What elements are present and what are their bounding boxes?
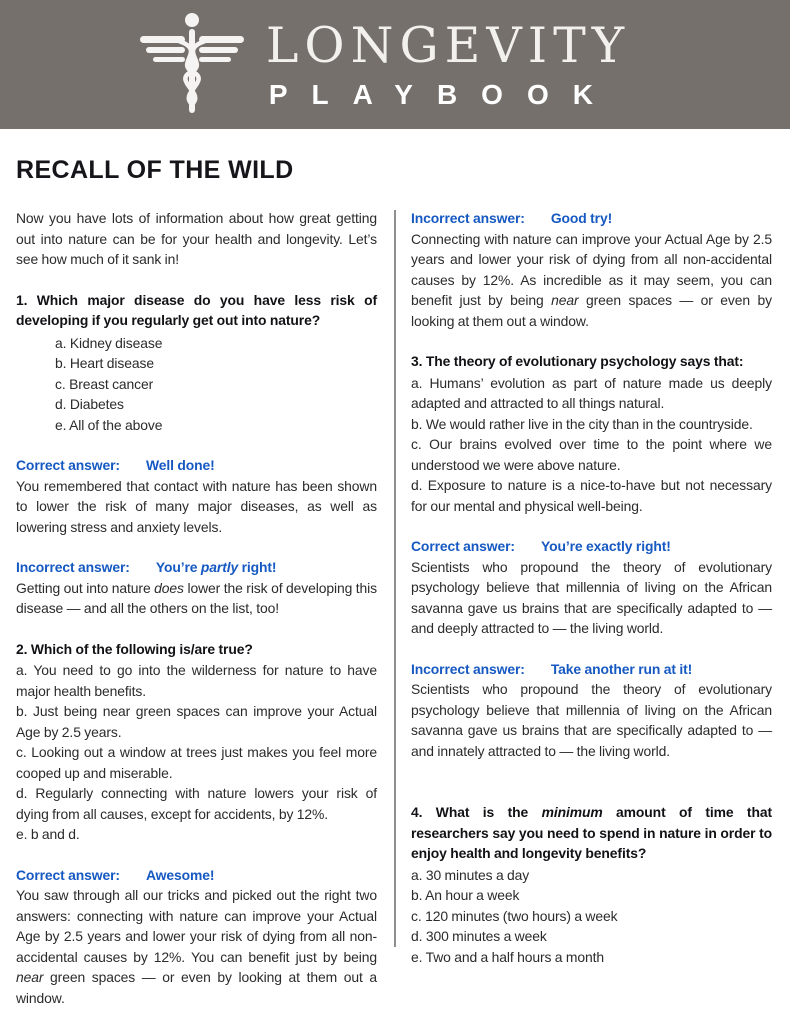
question-1-option-b: b. Heart disease [55,355,154,371]
correct-answer-headline: Awesome! [145,866,215,883]
right-column [411,208,772,1008]
question-1-option-d: d. Diabetes [55,396,124,412]
question-2-option-a: a. You need to go into the wilderness for nature to have major health benefits. [16,662,377,699]
q3-correct-answer-block [411,536,772,639]
question-4-option-e: e. Two and a half hours a month [411,948,604,965]
content-columns [0,208,790,1008]
q2-correct-answer-block [16,865,377,1009]
left-column [16,208,377,1008]
column-divider [394,210,396,947]
q1-incorrect-answer-block [16,557,377,619]
brand-name-longevity: LONGEVITY [265,16,631,74]
body-italic-word: near [551,292,579,308]
question-3-text: 3. The theory of evolutionary psychology says that: [411,353,744,369]
incorrect-answer-headline [156,559,277,575]
question-4-option-b: b. An hour a week [411,887,520,903]
incorrect-answer-headline: Good try! [550,210,613,226]
q2-correct-answer-heading [16,865,377,886]
intro-section [16,208,377,270]
question-4-option-d: d. 300 minutes a week [411,928,547,944]
brand-banner-inner [136,9,630,121]
brand-banner [0,0,790,129]
question-1-option-a: a. Kidney disease [55,334,163,351]
question-1-option-c: c. Breast cancer [55,375,154,392]
question-2-option-e: e. b and d. [16,826,80,842]
brand-wordmark [265,16,631,110]
intro-paragraph: Now you have lots of information about how great getting out into nature can be for your health and longevity. Let’s see how much of it sank in! [16,210,377,267]
q1-incorrect-answer-body [16,578,377,619]
q1-incorrect-answer-heading [16,557,377,578]
headline-italic-word: partly [200,559,239,575]
incorrect-answer-label: Incorrect answer: [411,210,525,226]
q2-incorrect-answer-heading [411,208,772,229]
incorrect-answer-headline: Take another run at it! [550,660,693,677]
question-1-option-e: e. All of the above [55,416,163,433]
question-text: amount of time that researchers say you need to spend in nature in order to enjoy health and longevity benefits? [411,804,772,861]
headline-text: You’re [155,559,201,575]
correct-answer-headline: You’re exactly right! [540,538,671,554]
question-4-text [411,802,772,864]
q2-incorrect-answer-block [411,208,772,331]
question-3-section [411,351,772,516]
correct-answer-headline: Well done! [145,457,215,473]
question-3-option-b: b. We would rather live in the city than in the countryside. [411,415,753,432]
q3-incorrect-answer-body: Scientists who propound the theory of evolutionary psychology believe that millennia of living on the African savanna gave us brains that are specifically adapted to — and innately attracted to — the living world. [411,681,772,759]
q1-correct-answer-heading [16,455,377,476]
question-2-option-d: d. Regularly connecting with nature lowers your risk of dying from all causes, except for accidents, by 12%. [16,785,377,822]
question-2-section [16,639,377,845]
question-2-options [16,660,377,845]
question-3-option-d: d. Exposure to nature is a nice-to-have but not necessary for our mental and physical well-being. [411,477,772,514]
question-1-text: 1. Which major disease do you have less risk of developing if you regularly get out into nature? [16,291,377,328]
question-3-options [411,373,772,517]
question-4-option-c: c. 120 minutes (two hours) a week [411,907,618,924]
q3-incorrect-answer-heading [411,659,772,680]
body-text: Getting out into nature [16,579,155,596]
q3-correct-answer-body: Scientists who propound the theory of evolutionary psychology believe that millennia of living on the African savanna gave us brains that are specifically adapted to — and deeply attracted to — the living world. [411,558,772,636]
question-italic-word: minimum [541,804,603,820]
question-4-options [411,865,772,968]
q3-incorrect-answer-block [411,659,772,762]
caduceus-icon [136,9,248,121]
brand-name-playbook: PLAYBOOK [268,78,617,110]
question-4-section [411,802,772,967]
body-text: green spaces — or even by looking at them out a window. [16,969,377,1006]
body-text: Connecting with nature can improve your Actual Age by 2.5 years and lower your risk of dying from all non-accidental causes by 12%. As incredible as it may seem, you can benefit just by being [411,230,772,308]
question-1-section [16,290,377,436]
body-italic-word: near [16,969,44,985]
correct-answer-label: Correct answer: [16,866,120,883]
page-title: RECALL OF THE WILD [16,156,294,184]
q1-correct-answer-block [16,455,377,537]
headline-text: right! [238,559,277,575]
question-2-option-c: c. Looking out a window at trees just makes you feel more cooped up and miserable. [16,744,377,781]
correct-answer-label: Correct answer: [411,538,515,554]
body-text: You saw through all our tricks and picked out the right two answers: connecting with nature can improve your Actual Age by 2.5 years and lower your risk of dying from all non-accidental causes by 12%. You can benefit just by being [16,887,377,965]
question-text: 4. What is the [411,804,542,820]
question-2-option-b: b. Just being near green spaces can improve your Actual Age by 2.5 years. [16,703,377,740]
body-text: lower the risk of developing this disease — and all the others on the list, too! [16,579,377,616]
question-3-option-a: a. Humans’ evolution as part of nature made us deeply adapted and attracted to all things natural. [411,374,772,411]
correct-answer-label: Correct answer: [16,457,120,473]
question-2-text: 2. Which of the following is/are true? [16,640,253,657]
q1-correct-answer-body: You remembered that contact with nature has been shown to lower the risk of many major diseases, as well as lowering stress and anxiety levels. [16,477,377,535]
question-1-options [55,333,377,436]
q3-correct-answer-heading [411,536,772,557]
body-text: green spaces — or even by looking at them out a window. [411,292,772,329]
question-4-option-a: a. 30 minutes a day [411,866,530,883]
question-3-option-c: c. Our brains evolved over time to the point where we understood we were above nature. [411,436,772,473]
q2-incorrect-answer-body [411,229,772,332]
incorrect-answer-label: Incorrect answer: [16,559,130,575]
incorrect-answer-label: Incorrect answer: [411,660,525,677]
body-italic-word: does [154,579,184,596]
q2-correct-answer-body [16,885,377,1008]
